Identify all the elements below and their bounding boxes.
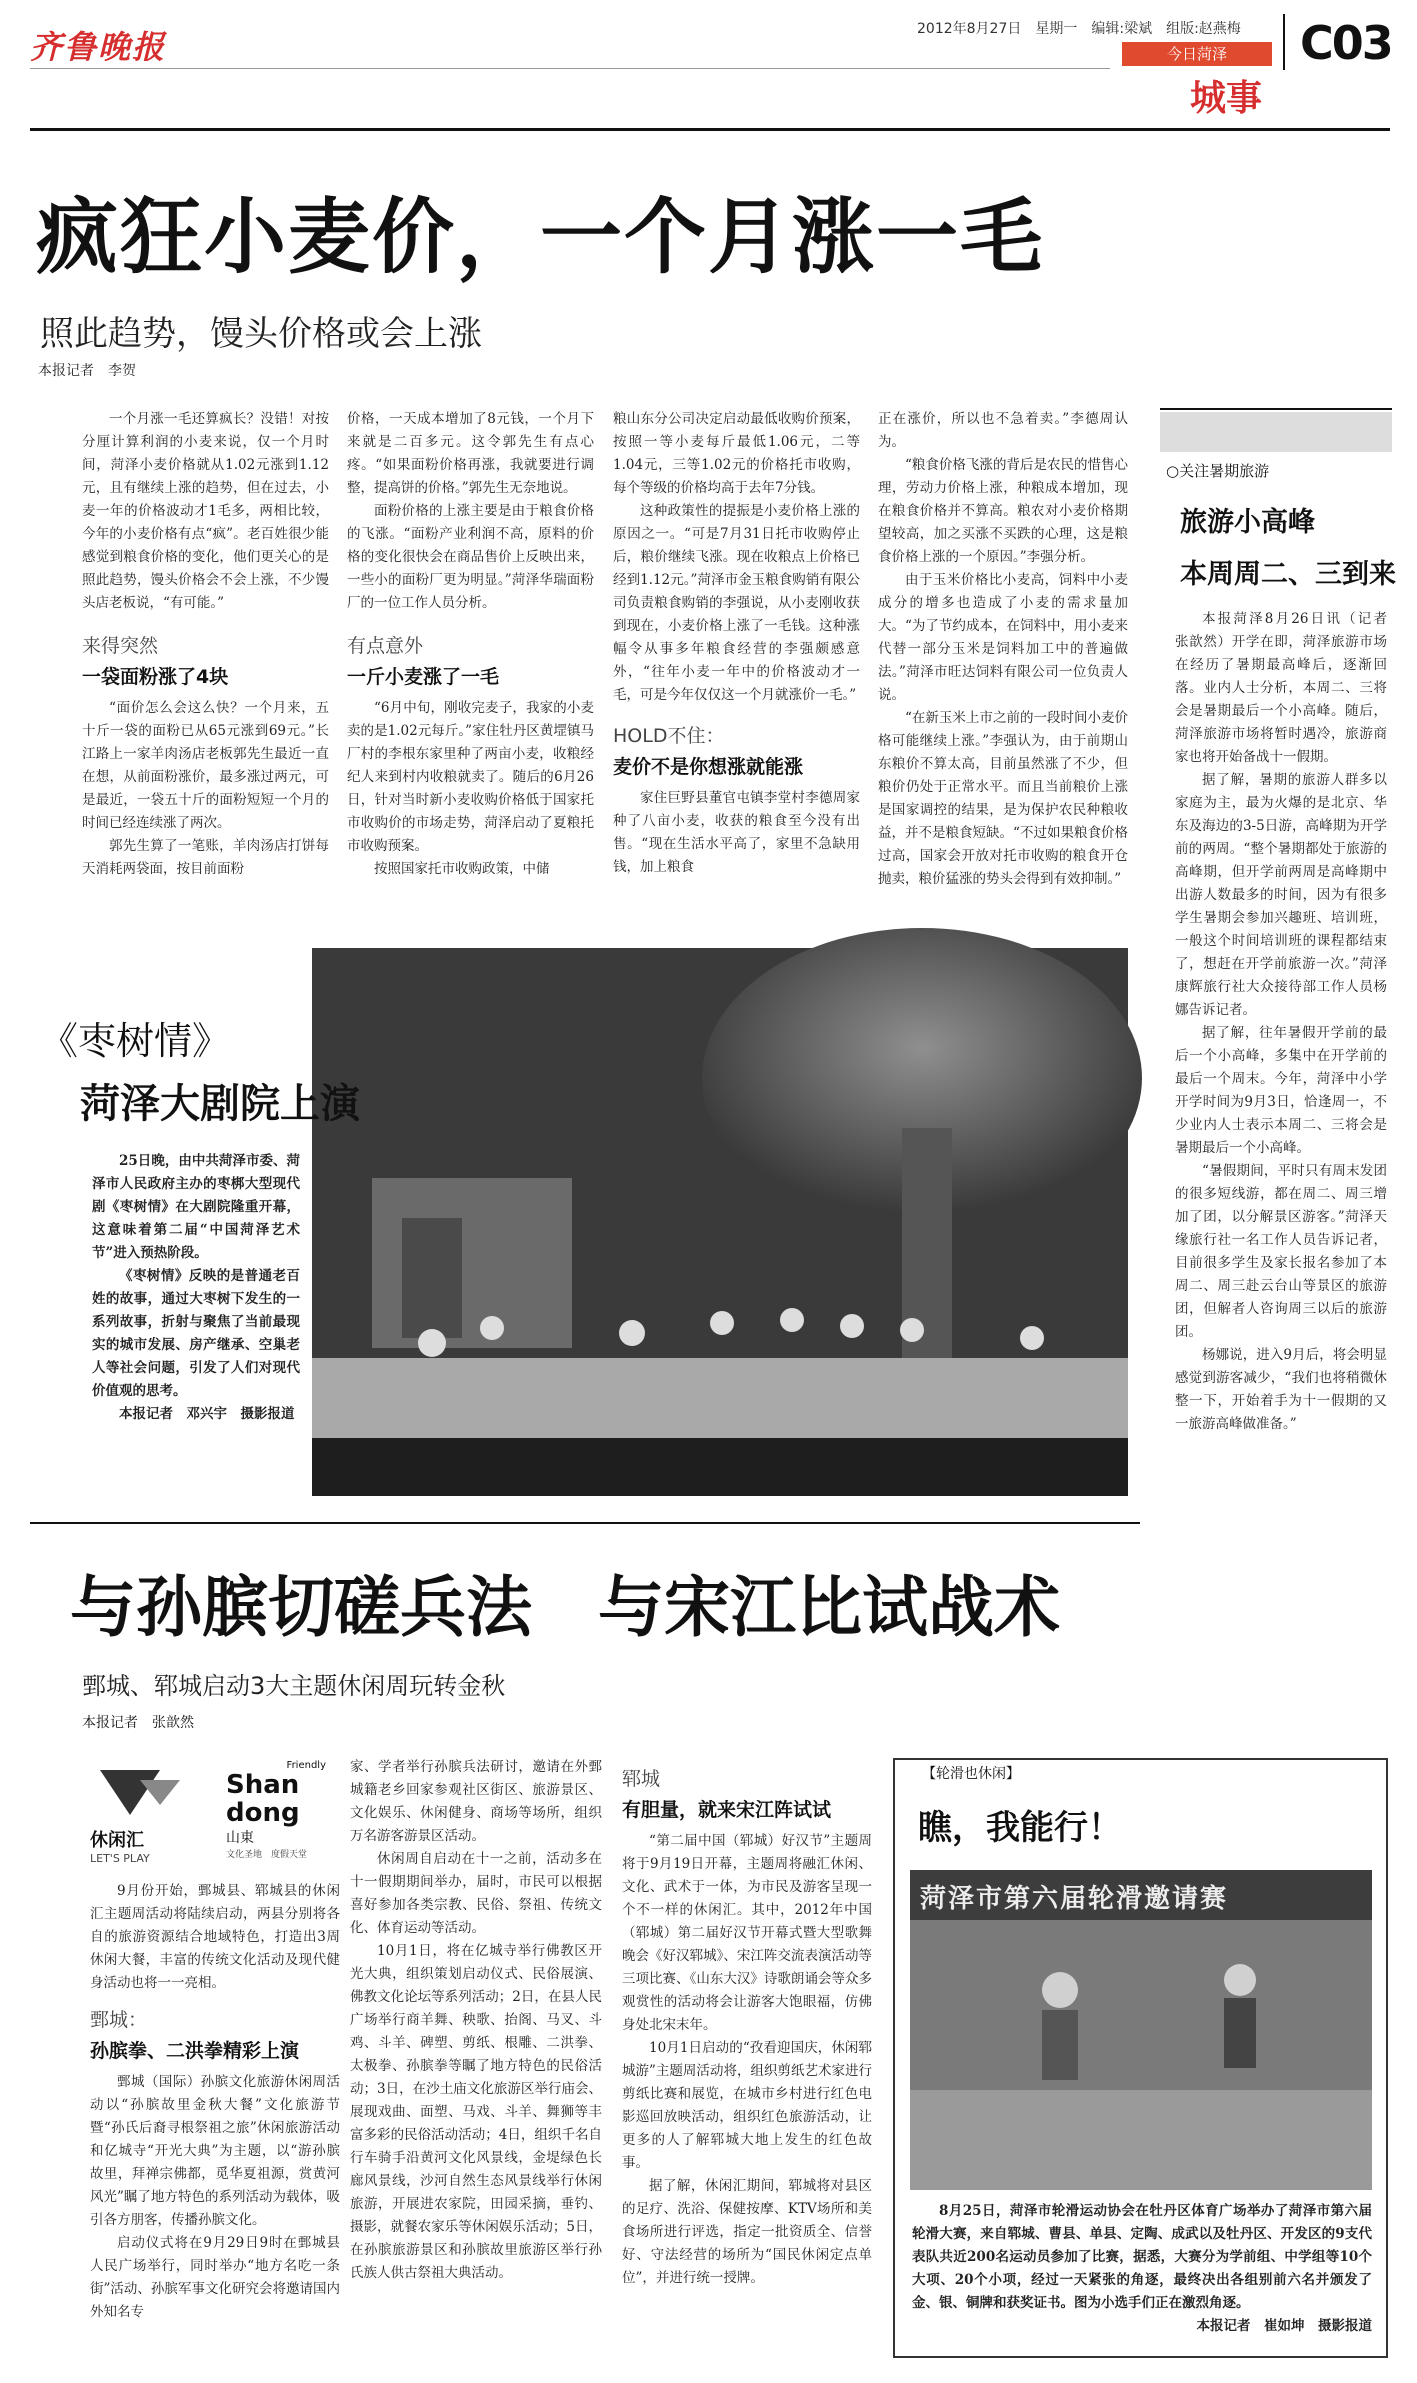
- article1-headline: 疯狂小麦价，一个月涨一毛: [36, 190, 1045, 285]
- masthead-date-line: 2012年8月27日 星期一 编辑:梁斌 组版:赵燕梅: [917, 21, 1241, 37]
- leisure-logo-text: 休闲汇: [90, 1830, 144, 1851]
- article3-col1b-para-2: 启动仪式将在9月29日9时在鄄城县人民广场举行，同时举办“地方名吃一条街”活动、孙膑军事文化研究会将邀请国内外知名专: [90, 2235, 340, 2320]
- article3-column-3: [622, 1764, 872, 2360]
- article3-column-1: [90, 1880, 340, 2360]
- article1-col3b-para-1: 家住巨野县董官屯镇李堂村李德周家种了八亩小麦，收获的粮食至今没有出售。“现在生活水平高了，家里不急缺用钱，加上粮食: [613, 790, 860, 875]
- article3-subhead-1-small: 鄄城：: [90, 2009, 148, 2031]
- sidebar-kicker: ○关注暑期旅游: [1166, 462, 1270, 480]
- leisure-logo: [90, 1760, 210, 1865]
- masthead-section-title: 城事: [1190, 78, 1263, 119]
- article3-subhead-2-bold: 有胆量，就来宋江阵试试: [622, 1799, 832, 1821]
- brand-logo-top: Friendly: [286, 1760, 326, 1771]
- article1-col1b-para-1: “面价怎么会这么快？一个月来，五十斤一袋的面粉已从65元涨到69元。”长江路上一家羊肉汤店老板郭先生最近一直在想，从前面粉涨价，最多涨过两元，可是最近，一袋五十斤的面粉短短一个月的时间已经连续涨了两次。: [82, 700, 329, 831]
- article1-col2b-para-2: 按照国家托市收购政策，中储: [374, 861, 550, 877]
- sidebar-para-1: 本报菏泽8月26日讯（记者 张歆然）开学在即，菏泽旅游市场在经历了暑期最高峰后，逐渐回落。业内人士分析，本周二、三将会是暑期最后一个小高峰。随后，菏泽旅游市场将暂时遇冷，旅游商家也将开始备战十一假期。: [1175, 611, 1401, 765]
- article1-subhead-3-bold: 麦价不是你想涨就能涨: [613, 756, 804, 778]
- masthead-page-code: C03: [1300, 16, 1392, 70]
- sidebar-top-rule: [1160, 408, 1392, 410]
- skating-photo: [910, 1870, 1372, 2190]
- article1-col3-para-1: 粮山东分公司决定启动最低收购价预案，按照一等小麦每斤最低1.06元，二等1.04元，三等1.02元的价格托市收购，每个等级的价格均高于去年7分钱。: [613, 411, 860, 496]
- article3-subhead-1-bold: 孙膑拳、二洪拳精彩上演: [90, 2040, 300, 2062]
- article4-headline: 瞧，我能行！: [918, 1808, 1122, 1848]
- leisure-logo-icon: [90, 1760, 210, 1820]
- article1-column-4: [878, 408, 1128, 916]
- article3-column-2: [350, 1756, 602, 2360]
- brand-logo-tag: 文化圣地 度假天堂: [226, 1850, 308, 1860]
- article2-para-1: 25日晚，由中共菏泽市委、菏泽市人民政府主办的枣梆大型现代剧《枣树情》在大剧院隆重开幕，这意味着第二届“中国菏泽艺术节”进入预热阶段。: [92, 1153, 300, 1261]
- article4-byline: 本报记者 崔如坤 摄影报道: [1196, 2318, 1372, 2334]
- masthead-rule-top: [30, 68, 1110, 69]
- article1-col1b-para-2: 郭先生算了一笔账，羊肉汤店打饼每天消耗两袋面，按目前面粉: [82, 838, 329, 877]
- article3-byline: 本报记者 张歆然: [82, 1715, 194, 1731]
- article3-col2-para-3: 10月1日，将在亿城寺举行佛教区开光大典，组织策划启动仪式、民俗展演、佛教文化论坛等系列活动；2日，在县人民广场举行商羊舞、秧歌、抬阁、马叉、斗鸡、斗羊、碑塑、剪纸、根雕、二洪拳、太极拳、孙膑拳等瞩了地方特色的民俗活动；3日，在沙土庙文化旅游区举行庙会、展现戏曲、面塑、马戏、斗羊、舞狮等丰富多彩的民俗活动活动；4日，组织千名自行车骑手沿黄河文化风景线，金堤绿色长廊风景线，沙河自然生态风景线举行休闲旅游，开展进农家院，田园采摘，垂钓、摄影，就餐农家乐等休闲娱乐活动；5日，在孙膑旅游景区和孙膑故里旅游区举行孙氏族人供古祭祖大典活动。: [350, 1943, 602, 2281]
- sidebar-title-1: 旅游小高峰: [1180, 507, 1315, 538]
- masthead-rule-vertical: [1283, 14, 1285, 70]
- article1-col4-para-4: “在新玉米上市之前的一段时间小麦价格可能继续上涨。”李强认为，由于前期山东粮价不算太高，目前虽然涨了不少，但粮价仍处于正常水平。而且当前粮价上涨是国家调控的结果，是为保护农民种粮收益，并不是粮食短缺。“不过如果粮食价格过高，国家会开放对托市收购的粮食开仓抛卖，粮价猛涨的势头会得到有效抑制。”: [878, 710, 1128, 887]
- article3-col3-para-1: “第二届中国（郓城）好汉节”主题周将于9月19日开幕，主题周将融汇休闲、文化、武术于一体，为市民及游客呈现一个不一样的休闲汇。其中，2012年中国（郓城）第二届好汉节开幕式暨大型歌舞晚会《好汉郓城》、宋江阵交流表演活动等三项比赛、《山东大汉》诗歌朗诵会等众多观赏性的活动将会让游客大饱眼福，仿佛身处北宋末年。: [622, 1833, 872, 2033]
- sidebar-para-2: 据了解，暑期的旅游人群多以家庭为主，最为火爆的是北京、华东及海边的3-5日游，高峰期为开学前的两周。“整个暑期都处于旅游的高峰期，但开学前两周是高峰期中出游人数最多的时间，因为有很多学生暑期会参加兴趣班、培训班，一般这个时间培训班的课程都结束了，想赶在开学前旅游一次。”菏泽康辉旅行社大众接待部工作人员杨娜告诉记者。: [1175, 772, 1387, 1018]
- brand-logo-main: Shan dong: [226, 1770, 300, 1828]
- article1-col1-para-1: 一个月涨一毛还算疯长？没错！对按分厘计算利润的小麦来说，仅一个月时间，菏泽小麦价格就从1.02元涨到1.12元，且有继续上涨的趋势，但在过去，小麦一年的价格波动才1毛多，两相比较，今年的小麦价格有点“疯”。老百姓很少能感觉到粮食价格的变化，他们更关心的是照此趋势，馒头价格会不会上涨，不少馒头店老板说，“有可能。”: [82, 411, 329, 611]
- sidebar-title-2: 本周周二、三到来: [1180, 559, 1396, 590]
- article3-col3-para-3: 据了解，休闲汇期间，郓城将对县区的足疗、洗浴、保健按摩、KTV场所和美食场所进行评选，指定一批资质全、信誉好、守法经营的场所为“国民休闲定点单位”，并进行统一授牌。: [622, 2178, 872, 2286]
- masthead-rule: [30, 128, 1390, 131]
- stage-photo: [312, 948, 1128, 1496]
- article3-col2-para-1: 家、学者举行孙膑兵法研讨，邀请在外鄄城籍老乡回家参观社区街区、旅游景区、文化娱乐、休闲健身、商场等场所，组织万名游客游景区活动。: [350, 1759, 602, 1844]
- skating-banner-text: 菏泽市第六届轮滑邀请赛: [920, 1884, 1229, 1914]
- article4-caption-box: [912, 2200, 1372, 2350]
- article1-column-1: [82, 408, 329, 916]
- article1-col2-para-1: 价格，一天成本增加了8元钱，一个月下来就是二百多元。这令郭先生有点心疼。“如果面粉价格再涨，我就要进行调整，提高饼的价格。”郭先生无奈地说。: [347, 411, 594, 496]
- article1-subhead-1-small: 来得突然: [82, 635, 159, 657]
- article1-subhead-3-small: HOLD不住：: [613, 725, 725, 747]
- article2-byline: 本报记者 邓兴宇 摄影报道: [119, 1406, 295, 1422]
- article4-kicker: 【轮滑也休闲】: [922, 1766, 1020, 1782]
- article1-col2b-para-1: “6月中旬，刚收完麦子，我家的小麦卖的是1.02元每斤。”家住牡丹区黄堽镇马厂村的李根东家里种了两亩小麦，收粮经纪人来到村内收粮就卖了。随后的6月26日，针对当时新小麦收购价格低于国家托市收购价的市场走势，菏泽启动了夏粮托市收购预案。: [347, 700, 594, 854]
- article1-subhead-1-bold: 一袋面粉涨了4块: [82, 666, 229, 688]
- article3-subhead-2-small: 郓城: [622, 1768, 661, 1790]
- article1-subheadline: 照此趋势，馒头价格或会上涨: [40, 314, 482, 354]
- article2-headline-2: 菏泽大剧院上演: [80, 1081, 360, 1127]
- article3-col1b-para-1: 鄄城（国际）孙膑文化旅游休闲周活动以“孙膑故里金秋大餐”文化旅游节暨“孙氏后裔寻根祭祖之旅”休闲旅游活动和亿城寺“开光大典”为主题，以“游孙膑故里，拜禅宗佛都，觅华夏祖源，赏黄河风光”瞩了地方特色的系列活动为载体，吸引各方朋客，传播孙膑文化。: [90, 2074, 340, 2228]
- leisure-logo-sub: LET'S PLAY: [90, 1852, 150, 1865]
- stage-photo-illustration: [312, 948, 1128, 1496]
- article1-byline: 本报记者 李贺: [38, 363, 136, 379]
- article2-headline-1: 《枣树情》: [40, 1019, 231, 1063]
- masthead-paper-name: 齐鲁晚报: [30, 28, 167, 66]
- sidebar-para-3: 据了解，往年暑假开学前的最后一个小高峰，多集中在开学前的最后一个周末。今年，菏泽中小学开学时间为9月3日，恰逢周一，不少业内人士表示本周二、三将会是暑期最后一个小高峰。: [1175, 1025, 1387, 1156]
- article1-column-3: [613, 408, 860, 916]
- article2-body: [92, 1150, 300, 1490]
- sidebar-para-4: “暑假期间，平时只有周末发团的很多短线游，都在周二、周三增加了团，以分解景区游客。”菏泽天缘旅行社一名工作人员告诉记者，目前很多学生及家长报名参加了本周二、周三赴云台山等景区的旅游团，但解者人咨询周三以后的旅游团。: [1175, 1163, 1387, 1340]
- article3-headline: 与孙膑切磋兵法 与宋江比试战术: [70, 1569, 1060, 1646]
- masthead-section-label: 今日菏泽: [1122, 42, 1272, 66]
- article2-para-2: 《枣树情》反映的是普通老百姓的故事，通过大枣树下发生的一系列故事，折射与聚焦了当前最现实的城市发展、房产继承、空巢老人等社会问题，引发了人们对现代价值观的思考。: [92, 1268, 300, 1399]
- article1-subhead-2-small: 有点意外: [347, 635, 424, 657]
- article1-subhead-2-bold: 一斤小麦涨了一毛: [347, 666, 500, 688]
- skating-photo-illustration: [910, 1870, 1372, 2190]
- article1-col4-para-2: “粮食价格飞涨的背后是农民的惜售心理，劳动力价格上涨，种粮成本增加，现在粮食价格并不算高。粮农对小麦价格期望较高，加之买涨不买跌的心理，这是粮食价格上涨的一个原因。”李强分析。: [878, 457, 1128, 565]
- article1-bottom-rule: [30, 1522, 1140, 1524]
- article3-col3-para-2: 10月1日启动的“孜看迎国庆，休闲郓城游”主题周活动将，组织剪纸艺术家进行剪纸比赛和展览，在城市乡村进行红色电影巡回放映活动，组织红色旅游活动，让更多的人了解郓城大地上发生的红色故事。: [622, 2040, 872, 2171]
- sidebar-header-block: [1160, 412, 1392, 452]
- article1-col4-para-1: 正在涨价，所以也不急着卖。”李德周认为。: [878, 411, 1128, 450]
- article1-col3-para-2: 这种政策性的提振是小麦价格上涨的原因之一。“可是7月31日托市收购停止后，粮价继续飞涨。现在收粮点上价格已经到1.12元。”菏泽市金玉粮食购销有限公司负责粮食购销的李强说，从小麦刚收获到现在，小麦价格上涨了一毛钱。这种涨幅令从事多年粮食经营的李强颇感意外，“往年小麦一年中的价格波动才一毛，可是今年仅仅这一个月就涨价一毛。”: [613, 503, 860, 703]
- article3-subheadline: 鄄城、郓城启动3大主题休闲周玩转金秋: [82, 1672, 506, 1700]
- article1-column-2: [347, 408, 594, 916]
- article3-col1-para-1: 9月份开始，鄄城县、郓城县的休闲汇主题周活动将陆续启动，两县分别将各自的旅游资源结合地域特色，打造出3周休闲大餐，丰富的传统文化活动及现代健身活动也将一一亮相。: [90, 1883, 340, 1991]
- article1-col2-para-2: 面粉价格的上涨主要是由于粮食价格的飞涨。“面粉产业利润不高，原料的价格的变化很快会在商品售价上反映出来，一些小的面粉厂更为明显。”菏泽华瑞面粉厂的一位工作人员分析。: [347, 503, 594, 611]
- sidebar-para-5: 杨娜说，进入9月后，将会明显感觉到游客减少，“我们也将稍微休整一下，开始着手为十一假期的又一旅游高峰做准备。”: [1175, 1347, 1387, 1432]
- article4-caption: 8月25日，菏泽市轮滑运动协会在牡丹区体育广场举办了菏泽市第六届轮滑大赛，来自郓城、曹县、单县、定陶、成武以及牡丹区、开发区的9支代表队共近200名运动员参加了比赛，据悉，大赛分为学前组、中学组等10个大项、20个小项，经过一天紧张的角逐，最终决出各组别前六名并颁发了金、银、铜牌和获奖证书。图为小选手们正在激烈角逐。: [912, 2203, 1372, 2311]
- article1-col4-para-3: 由于玉米价格比小麦高，饲料中小麦成分的增多也造成了小麦的需求量加大。“为了节约成本，在饲料中，用小麦来代替一部分玉米是饲料加工中的普遍做法。”菏泽市旺达饲料有限公司一位负责人说。: [878, 572, 1128, 703]
- brand-logo-cn: 山東: [226, 1830, 254, 1846]
- brand-logo: [226, 1760, 346, 1860]
- article3-col2-para-2: 休闲周自启动在十一之前，活动多在十一假期期间举办，届时，市民可以根据喜好参加各类宗教、民俗、祭祖、传统文化、体育运动等活动。: [350, 1851, 602, 1936]
